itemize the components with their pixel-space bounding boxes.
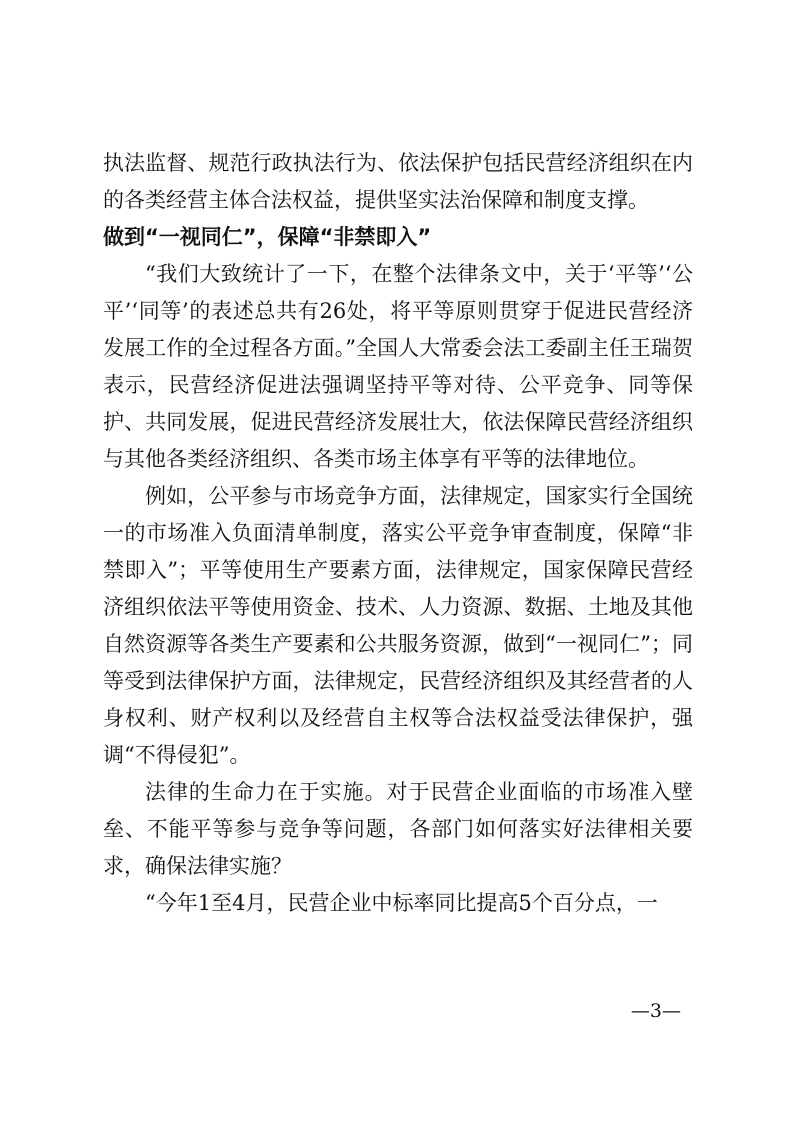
- paragraph-equality-statistics: “我们大致统计了一下，在整个法律条文中，关于‘平等’‘公平’‘同等’的表述总共有26处，将平等原则贯穿于促进民营经济发展工作的全过程各方面。”全国人大常委会法工委副主任王瑞贺表示，民营经济促进法强调坚持平等对待、公平竞争、同等保护、共同发展，促进民营经济发展壮大，依法保障民营经济组织与其他各类经济组织、各类市场主体享有平等的法律地位。: [103, 262, 693, 471]
- paragraph-implementation: 法律的生命力在于实施。对于民营企业面临的市场准入壁垒、不能平等参与竞争等问题，各部门如何落实好法律相关要求，确保法律实施？: [103, 780, 693, 878]
- section-heading: 做到“一视同仁”，保障“非禁即入”: [103, 225, 432, 249]
- article-body: [103, 145, 693, 922]
- paragraph-quote-start: “今年1至4月，民营企业中标率同比提高5个百分点，一: [145, 891, 658, 915]
- page-number: —3—: [630, 1000, 681, 1022]
- paragraph-examples: 例如，公平参与市场竞争方面，法律规定，国家实行全国统一的市场准入负面清单制度，落实公平竞争审查制度，保障“非禁即入”；平等使用生产要素方面，法律规定，国家保障民营经济组织依法平等使用资金、技术、人力资源、数据、土地及其他自然资源等各类生产要素和公共服务资源，做到“一视同仁”；同等受到法律保护方面，法律规定，民营经济组织及其经营者的人身权利、财产权利以及经营自主权等合法权益受法律保护，强调“不得侵犯”。: [103, 484, 693, 767]
- paragraph-continued: 执法监督、规范行政执法行为、依法保护包括民营经济组织在内的各类经营主体合法权益，提供坚实法治保障和制度支撑。: [103, 151, 693, 212]
